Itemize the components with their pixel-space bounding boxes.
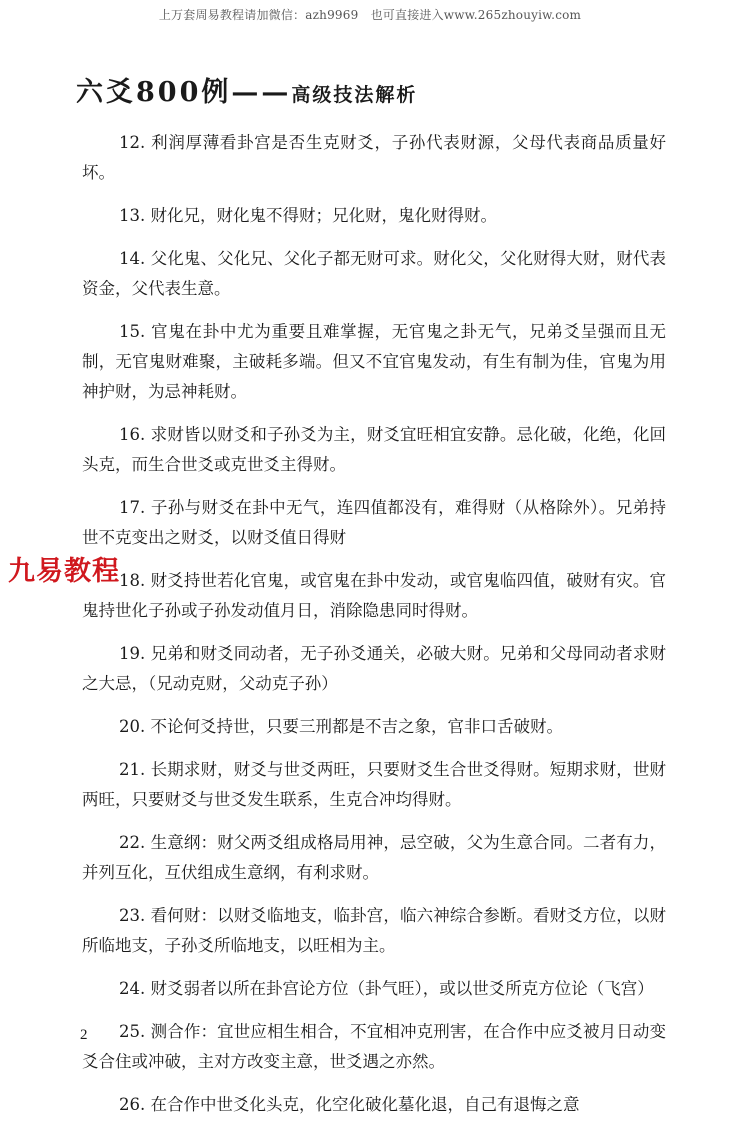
- book-title: 六爻800例——: [76, 77, 292, 108]
- paragraph-23: 23. 看何财：以财爻临地支，临卦宫，临六神综合参断。看财爻方位，以财所临地支，子孙爻所临地支，以旺相为主。: [82, 906, 666, 955]
- paragraph-13: 13. 财化兄，财化鬼不得财；兄化财，鬼化财得财。: [119, 206, 497, 225]
- paragraph-21: 21. 长期求财，财爻与世爻两旺，只要财爻生合世爻得财。短期求财，世财两旺，只要财爻与世爻发生联系，生克合冲均得财。: [82, 760, 666, 809]
- paragraph-15: 15. 官鬼在卦中尤为重要且难掌握，无官鬼之卦无气，兄弟爻呈强而且无制，无官鬼财难聚，主破耗多端。但又不宜官鬼发动，有生有制为佳，官鬼为用神护财，为忌神耗财。: [82, 322, 666, 401]
- paragraph-20: 20. 不论何爻持世，只要三刑都是不吉之象，官非口舌破财。: [119, 717, 563, 736]
- paragraph-24: 24. 财爻弱者以所在卦宫论方位（卦气旺），或以世爻所克方位论（飞宫）: [119, 979, 654, 998]
- book-subtitle: 高级技法解析: [291, 84, 418, 106]
- paragraph-19: 19. 兄弟和财爻同动者，无子孙爻通关，必破大财。兄弟和父母同动者求财之大忌，（兄动克财，父动克子孙）: [82, 644, 666, 693]
- page-title: [76, 70, 417, 109]
- paragraph-25: 25. 测合作：宜世应相生相合，不宜相冲克刑害，在合作中应爻被月日动变爻合住或冲破，主对方改变主意，世爻遇之亦然。: [82, 1022, 666, 1071]
- paragraph-22: 22. 生意纲：财父两爻组成格局用神，忌空破，父为生意合同。二者有力，并列互化，互伏组成生意纲，有利求财。: [82, 833, 666, 882]
- paragraph-12: 12. 利润厚薄看卦宫是否生克财爻，子孙代表财源，父母代表商品质量好坏。: [82, 133, 666, 182]
- page-number: 2: [80, 1027, 88, 1043]
- paragraph-17: 17. 子孙与财爻在卦中无气，连四值都没有，难得财（从格除外）。兄弟持世不克变出之财爻，以财爻值日得财: [82, 498, 666, 547]
- paragraph-18: 18. 财爻持世若化官鬼，或官鬼在卦中发动，或官鬼临四值，破财有灾。官鬼持世化子孙或子孙发动值月日，消除隐患同时得财。: [82, 571, 666, 620]
- header-note: 上万套周易教程请加微信：azh9969 也可直接进入www.265zhouyiw.com: [158, 8, 582, 22]
- watermark-logo: 九易教程: [8, 556, 120, 587]
- paragraph-26: 26. 在合作中世爻化头克，化空化破化墓化退，自己有退悔之意: [119, 1095, 580, 1114]
- body-text: [82, 128, 666, 1133]
- paragraph-16: 16. 求财皆以财爻和子孙爻为主，财爻宜旺相宜安静。忌化破，化绝，化回头克，而生合世爻或克世爻主得财。: [82, 425, 666, 474]
- paragraph-14: 14. 父化鬼、父化兄、父化子都无财可求。财化父，父化财得大财，财代表资金，父代表生意。: [82, 249, 666, 298]
